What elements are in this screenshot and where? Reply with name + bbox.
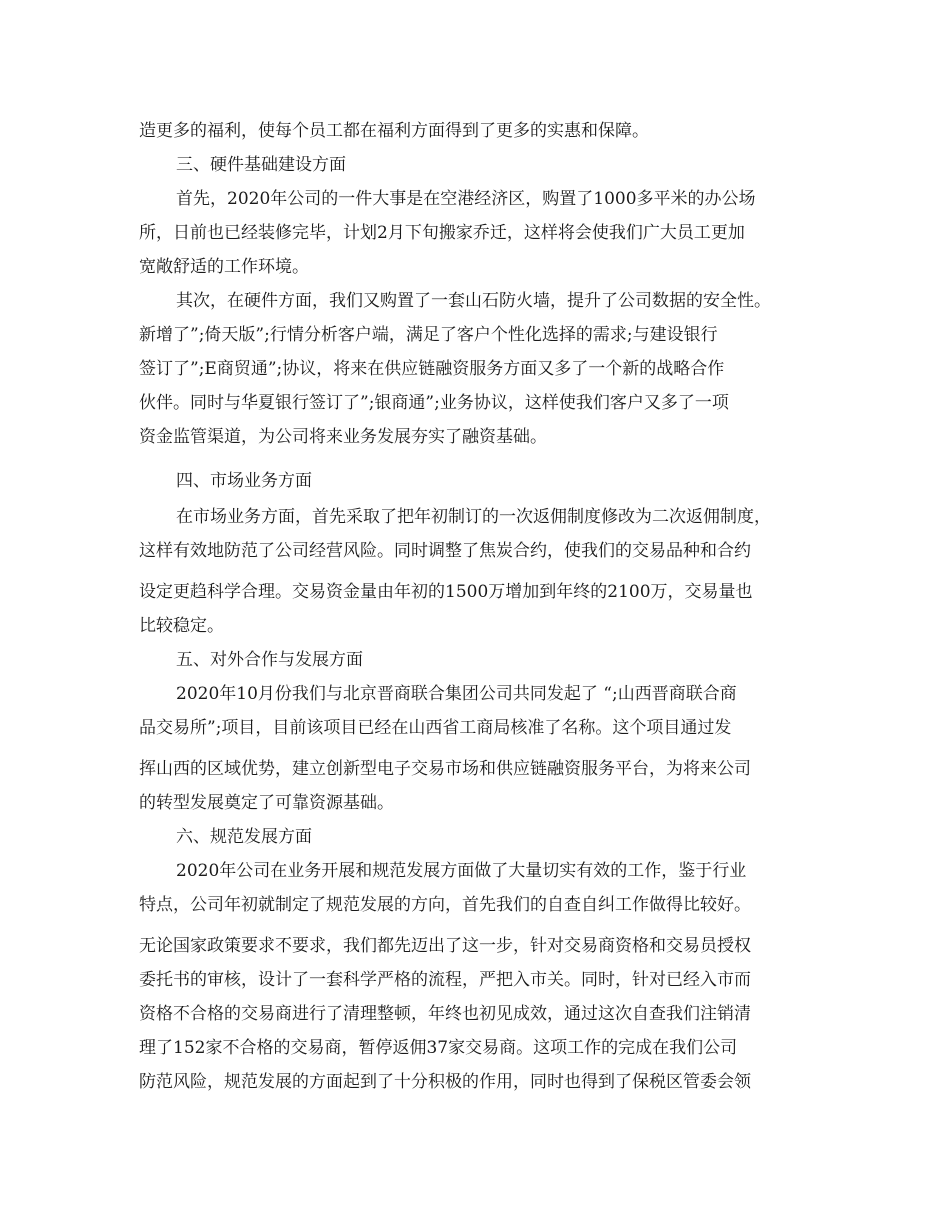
text-line: 资金监管渠道，为公司将来业务发展夯实了融资基础。	[139, 427, 547, 447]
text-line: 宽敞舒适的工作环境。	[139, 257, 309, 277]
section-heading: 四、市场业务方面	[176, 471, 312, 491]
section-heading: 六、规范发展方面	[176, 827, 312, 847]
text-line: 委托书的审核，设计了一套科学严格的流程，严把入市关。同时，针对已经入市而	[139, 970, 751, 990]
section-heading: 三、硬件基础建设方面	[176, 155, 346, 175]
text-line: 伙伴。同时与华夏银行签订了”;银商通”;业务协议，这样使我们客户又多了一项	[139, 393, 729, 413]
text-line: 在市场业务方面，首先采取了把年初制订的一次返佣制度修改为二次返佣制度，	[176, 507, 771, 527]
text-line: 的转型发展奠定了可靠资源基础。	[139, 793, 394, 813]
text-line: 所，日前也已经装修完毕，计划2月下旬搬家乔迁，这样将会使我们广大员工更加	[139, 223, 745, 243]
text-line: 资格不合格的交易商进行了清理整顿，年终也初见成效，通过这次自查我们注销清	[139, 1004, 751, 1024]
text-line: 比较稳定。	[139, 616, 224, 636]
text-line: 无论国家政策要求不要求，我们都先迈出了这一步，针对交易商资格和交易员授权	[139, 936, 751, 956]
text-line: 造更多的福利，使每个员工都在福利方面得到了更多的实惠和保障。	[139, 121, 649, 141]
text-line: 设定更趋科学合理。交易资金量由年初的1500万增加到年终的2100万，交易量也	[139, 582, 753, 602]
text-line: 新增了”;倚天版”;行情分析客户端，满足了客户个性化选择的需求;与建设银行	[139, 325, 718, 345]
text-line: 其次，在硬件方面，我们又购置了一套山石防火墙，提升了公司数据的安全性。	[176, 291, 771, 311]
text-line: 品交易所”;项目，目前该项目已经在山西省工商局核准了名称。这个项目通过发	[139, 718, 732, 738]
text-line: 理了152家不合格的交易商，暂停返佣37家交易商。这项工作的完成在我们公司	[139, 1038, 738, 1058]
text-line: 挥山西的区域优势，建立创新型电子交易市场和供应链融资服务平台，为将来公司	[139, 759, 751, 779]
text-line: 2020年10月份我们与北京晋商联合集团公司共同发起了 “;山西晋商联合商	[176, 684, 737, 704]
text-line: 2020年公司在业务开展和规范发展方面做了大量切实有效的工作，鉴于行业	[176, 861, 747, 881]
text-line: 防范风险，规范发展的方面起到了十分积极的作用，同时也得到了保税区管委会领	[139, 1072, 751, 1092]
text-line: 这样有效地防范了公司经营风险。同时调整了焦炭合约，使我们的交易品种和合约	[139, 541, 751, 561]
section-heading: 五、对外合作与发展方面	[176, 650, 363, 670]
text-line: 签订了”;E商贸通”;协议，将来在供应链融资服务方面又多了一个新的战略合作	[139, 359, 725, 379]
text-line: 首先，2020年公司的一件大事是在空港经济区，购置了1000多平米的办公场	[176, 189, 756, 209]
text-line: 特点，公司年初就制定了规范发展的方向，首先我们的自查自纠工作做得比较好。	[139, 895, 751, 915]
